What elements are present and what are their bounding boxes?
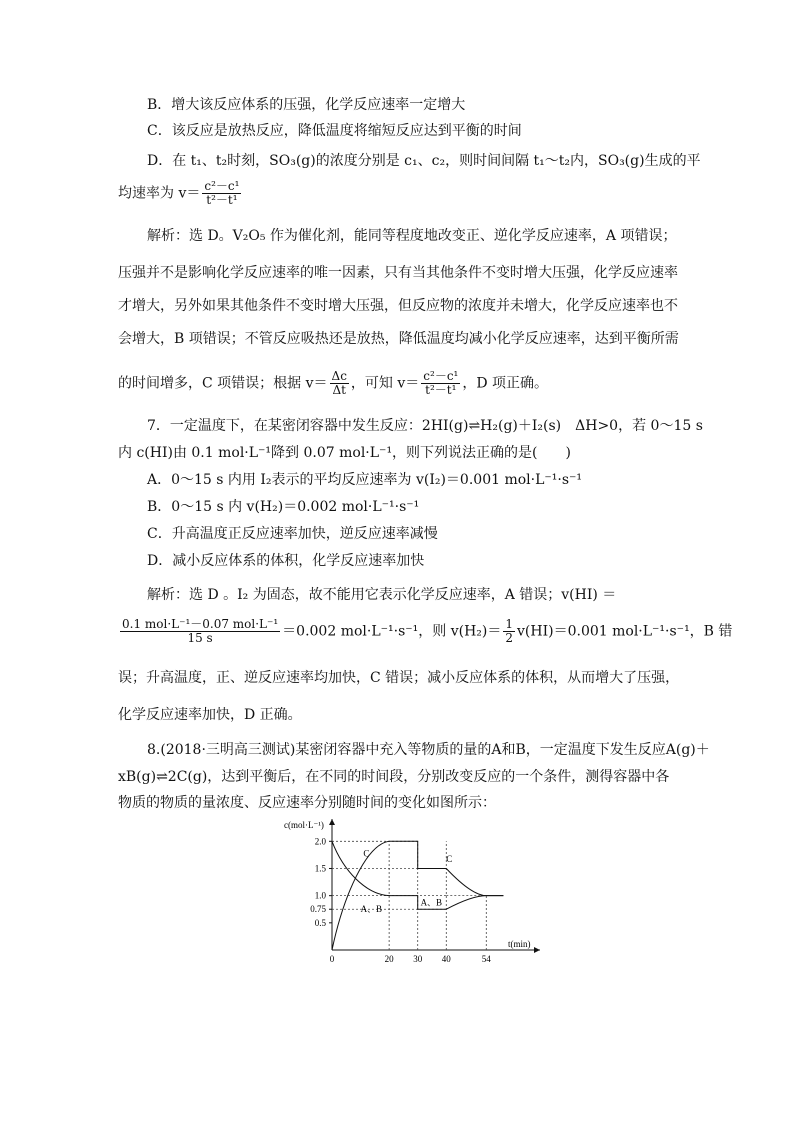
q6-option-b: B．增大该反应体系的压强，化学反应速率一定增大 [147, 97, 466, 113]
hi-rate-fraction [120, 618, 280, 645]
y-tick-label: 1.0 [314, 890, 326, 901]
fraction-denominator: Δt [332, 383, 346, 397]
q6-solution-line5 [118, 370, 548, 397]
q6-option-d-fraction [202, 180, 241, 207]
q6-solution-line4: 会增大，B 项错误；不管反应吸热还是放热，降低温度均减小化学反应速率，达到平衡所需 [118, 331, 679, 347]
x-tick-label: 40 [441, 954, 451, 964]
q6-solution-line2: 压强并不是影响化学反应速率的唯一因素，只有当其他条件不变时增大压强，化学反应速率 [118, 265, 678, 281]
x-tick-label: 54 [481, 954, 491, 964]
y-tick-label: 1.5 [314, 863, 326, 874]
y-tick-label: 0.5 [314, 917, 326, 928]
fraction-numerator: 0.1 mol·L⁻¹－0.07 mol·L⁻¹ [122, 617, 279, 631]
q6-solution-line3: 才增大，另外如果其他条件不变时增大压强，但反应物的浓度并未增大，化学反应速率也不 [118, 298, 678, 314]
concentration-time-chart [282, 815, 544, 965]
q6-option-d-line1: D．在 t₁、t₂时刻，SO₃(g)的浓度分别是 c₁、c₂，则时间间隔 t₁～t₂内，SO₃(g)生成的平 [147, 153, 701, 169]
q6-solution-line1: 解析：选 D。V₂O₅ 作为催化剂，能同等程度地改变正、逆化学反应速率，A 项错误； [147, 228, 677, 244]
q7-solution-line4: 化学反应速率加快，D 正确。 [118, 707, 302, 723]
text-run: v(HI)＝0.001 mol·L⁻¹·s⁻¹，B 错 [517, 623, 733, 640]
text-run: ，D 项正确。 [462, 375, 549, 392]
q7-option-c: C．升高温度正反应速率加快，逆反应速率减慢 [147, 526, 438, 542]
q7-solution-line2 [118, 618, 732, 645]
q6-option-d-prefix: 均速率为 v＝ [118, 185, 201, 202]
y-tick-label: 0.75 [310, 904, 326, 915]
q7-option-a: A．0～15 s 内用 I₂表示的平均反应速率为 v(I₂)＝0.001 mol·L⁻¹·s⁻¹ [147, 472, 583, 488]
q6-option-d-line2 [118, 180, 243, 207]
text-run: ＝0.002 mol·L⁻¹·s⁻¹，则 v(H₂)＝ [282, 623, 502, 640]
q7-option-b: B．0～15 s 内 v(H₂)＝0.002 mol·L⁻¹·s⁻¹ [147, 499, 420, 515]
x-tick-label: 20 [384, 954, 394, 964]
fraction-numerator: 1 [505, 617, 514, 631]
q8-stem-line2: xB(g)⇌2C(g)，达到平衡后，在不同的时间段，分别改变反应的一个条件，测得容器中各 [118, 769, 670, 785]
text-run: ，可知 v＝ [350, 375, 420, 392]
q8-stem-line3: 物质的物质的量浓度、反应速率分别随时间的变化如图所示： [118, 795, 496, 811]
q6-option-c: C．该反应是放热反应，降低温度将缩短反应达到平衡的时间 [147, 123, 522, 139]
half-fraction [503, 618, 515, 645]
fraction-numerator: Δc [331, 369, 347, 383]
series-label-a-b: A、B [360, 903, 383, 914]
fraction-denominator: t²－t¹ [206, 193, 238, 207]
x-axis-arrow [534, 947, 540, 953]
x-tick-label: 0 [329, 954, 335, 964]
series-label-a-b: A、B [420, 897, 443, 908]
q7-stem-line2: 内 c(HI)由 0.1 mol·L⁻¹降到 0.07 mol·L⁻¹，则下列说法正确的是( ) [118, 445, 571, 461]
q7-stem-line1: 7．一定温度下，在某密闭容器中发生反应：2HI(g)⇌H₂(g)＋I₂(s) ΔH>0，若 0～15 s [147, 418, 703, 434]
fraction-denominator: t²－t¹ [425, 383, 457, 397]
y-tick-label: 2.0 [314, 836, 326, 847]
x-tick-label: 30 [413, 954, 423, 964]
x-axis-label: t(min) [508, 939, 531, 949]
series-label-c: C [446, 853, 453, 864]
fraction-numerator: c²－c¹ [204, 179, 240, 193]
q7-solution-line1: 解析：选 D 。I₂ 为固态，故不能用它表示化学反应速率，A 错误；v(HI) ＝ [147, 587, 617, 603]
delta-c-over-delta-t [330, 370, 349, 397]
q7-solution-line3: 误；升高温度，正、逆反应速率均加快，C 错误；减小反应体系的体积，从而增大了压强， [118, 670, 680, 686]
q7-option-d: D．减小反应体系的体积，化学反应速率加快 [147, 553, 425, 569]
series-label-c: C [363, 848, 370, 859]
y-axis-label: c(mol·L⁻¹) [284, 820, 324, 830]
text-run: 的时间增多，C 项错误；根据 v＝ [118, 375, 328, 392]
q8-stem-line1: 8.(2018·三明高三测试)某密闭容器中充入等物质的量的A和B，一定温度下发生反应A(g)＋ [147, 742, 710, 758]
rate-fraction [421, 370, 460, 397]
fraction-denominator: 15 s [187, 631, 213, 645]
y-axis-arrow [329, 819, 335, 825]
fraction-denominator: 2 [505, 631, 514, 645]
fraction-numerator: c²－c¹ [423, 369, 459, 383]
